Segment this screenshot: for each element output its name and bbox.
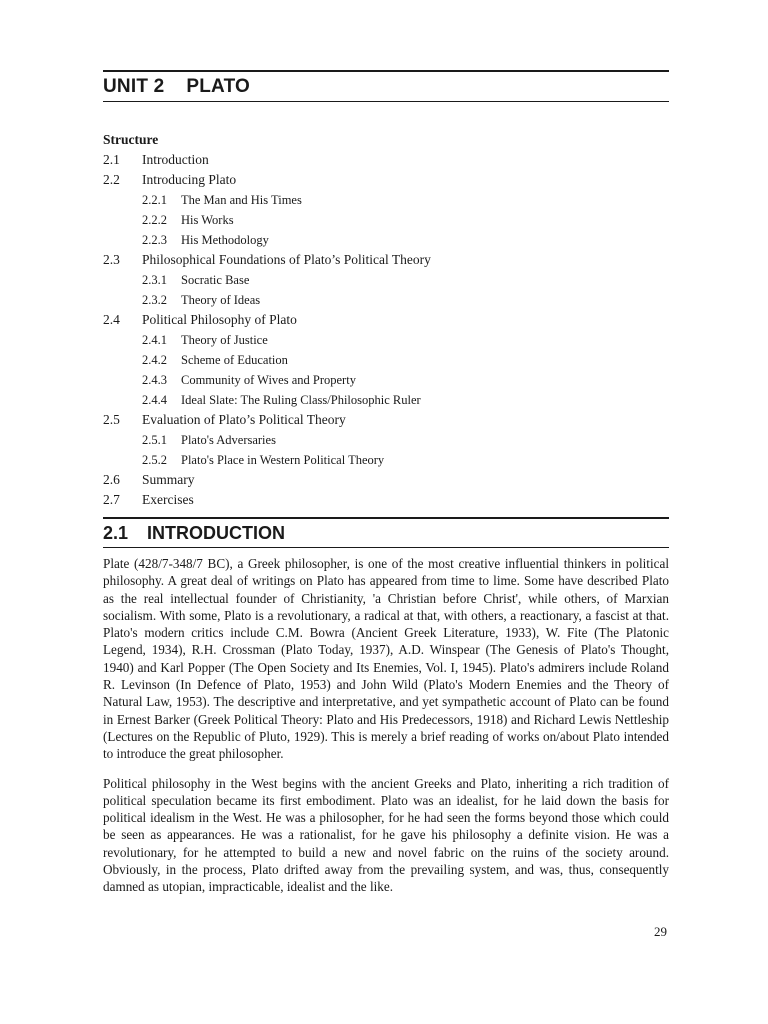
structure-item-label: Introduction xyxy=(142,152,209,167)
structure-item xyxy=(103,450,669,470)
structure-list xyxy=(103,150,669,510)
structure-item-number: 2.3.2 xyxy=(142,293,167,307)
structure-item-label: Summary xyxy=(142,472,195,487)
section-number: 2.1 xyxy=(103,523,129,543)
structure-item-number: 2.4.3 xyxy=(142,373,167,387)
structure-item-label: Community of Wives and Property xyxy=(181,373,356,387)
structure-item-label: Theory of Ideas xyxy=(181,293,261,307)
section-underline xyxy=(103,547,669,548)
structure-item-number: 2.4 xyxy=(103,312,120,327)
structure-item xyxy=(103,190,669,210)
intro-paragraph-2: Political philosophy in the West begins with the ancient Greeks and Plato, inheriting a rich tradition of political speculation became its first embodiment. Plato was an idealist, for he laid down the basis for political idealism in the West. He was a philosopher, for he had seen the forms beyond those which could be seen as appearances. He was a rationalist, for he gave his philosophy a definite vision. He was a revolutionary, for he attempted to build a new and novel fabric on the ruins of the society around. Obviously, in the process, Plato drifted away from the prevailing system, and was, thus, consequently damned as utopian, impracticable, idealist and the like. xyxy=(103,775,669,895)
structure-item-number: 2.5.2 xyxy=(142,453,167,467)
unit-number: UNIT 2 xyxy=(103,76,165,97)
structure-item-label: Plato's Place in Western Political Theory xyxy=(181,453,385,467)
structure-item-number: 2.2.3 xyxy=(142,233,167,247)
unit-underline xyxy=(103,101,669,102)
structure-item-label: His Works xyxy=(181,213,234,227)
structure-item xyxy=(103,230,669,250)
structure-item-label: Ideal Slate: The Ruling Class/Philosophic Ruler xyxy=(181,393,421,407)
structure-item xyxy=(103,430,669,450)
structure-item-number: 2.1 xyxy=(103,152,120,167)
structure-item-label: Socratic Base xyxy=(181,273,250,287)
structure-item-number: 2.2.1 xyxy=(142,193,167,207)
structure-item xyxy=(103,470,669,490)
structure-item-number: 2.4.1 xyxy=(142,333,167,347)
structure-item-label: Scheme of Education xyxy=(181,353,288,367)
structure-item xyxy=(103,390,669,410)
structure-heading: Structure xyxy=(103,132,159,147)
structure-item-number: 2.7 xyxy=(103,492,120,507)
structure-item-label: Exercises xyxy=(142,492,194,507)
structure-item xyxy=(103,490,669,510)
structure-item xyxy=(103,410,669,430)
structure-item xyxy=(103,290,669,310)
structure-item-number: 2.6 xyxy=(103,472,120,487)
structure-item-label: Plato's Adversaries xyxy=(181,433,276,447)
structure-item-label: Theory of Justice xyxy=(181,333,268,347)
structure-item xyxy=(103,310,669,330)
intro-paragraph-1: Plate (428/7-348/7 BC), a Greek philosopher, is one of the most creative influential thinkers in political philosophy. A great deal of writings on Plato has appeared from time to lime. Some have described Plato as the real intellectual founder of Christianity, 'a Christian before Christ', while others, of Marxian socialism. With some, Plato is a revolutionary, a radical at that, with others, a reactionary, a fascist at that. Plato's modern critics include C.M. Bowra (Ancient Greek Literature, 1933), W. Fite (The Platonic Legend, 1934), R.H. Crossman (Plato Today, 1937), A.D. Winspear (The Genesis of Plato's Thought, 1940) and Karl Popper (The Open Society and Its Enemies, Vol. I, 1945). Plato's admirers include Roland R. Levinson (In Defence of Plato, 1953) and John Wild (Plato's Modern Enemies and the Theory of Natural Law, 1953). The descriptive and interpretative, and yet sympathetic account of Plato can be found in Ernest Barker (Greek Political Theory: Plato and His Predecessors, 1918) and Richard Lewis Nettleship (Lectures on the Republic of Pluto, 1929). This is merely a brief reading of works on/about Plato intended to introduce the great philosopher. xyxy=(103,556,669,762)
structure-item xyxy=(103,330,669,350)
structure-item xyxy=(103,150,669,170)
structure-item xyxy=(103,370,669,390)
page-number: 29 xyxy=(654,924,667,939)
structure-item-number: 2.4.2 xyxy=(142,353,167,367)
structure-item-label: Evaluation of Plato’s Political Theory xyxy=(142,412,346,427)
structure-item xyxy=(103,170,669,190)
structure-item xyxy=(103,250,669,270)
structure-item-number: 2.3.1 xyxy=(142,273,167,287)
section-heading xyxy=(103,519,669,547)
section-title: INTRODUCTION xyxy=(147,523,286,543)
unit-heading xyxy=(103,72,669,101)
structure-item-label: His Methodology xyxy=(181,233,269,247)
structure-item-number: 2.4.4 xyxy=(142,393,167,407)
structure-item xyxy=(103,210,669,230)
structure-item-label: Philosophical Foundations of Plato’s Political Theory xyxy=(142,252,431,267)
structure-item-number: 2.5 xyxy=(103,412,120,427)
structure-item-label: Political Philosophy of Plato xyxy=(142,312,297,327)
structure-item xyxy=(103,350,669,370)
structure-item-number: 2.3 xyxy=(103,252,120,267)
document-page xyxy=(103,70,669,896)
structure-item-number: 2.5.1 xyxy=(142,433,167,447)
structure-item xyxy=(103,270,669,290)
structure-item-label: The Man and His Times xyxy=(181,193,302,207)
structure-item-number: 2.2 xyxy=(103,172,120,187)
structure-item-number: 2.2.2 xyxy=(142,213,167,227)
unit-title: PLATO xyxy=(186,76,251,97)
structure-item-label: Introducing Plato xyxy=(142,172,237,187)
introduction-heading-block xyxy=(103,517,669,548)
